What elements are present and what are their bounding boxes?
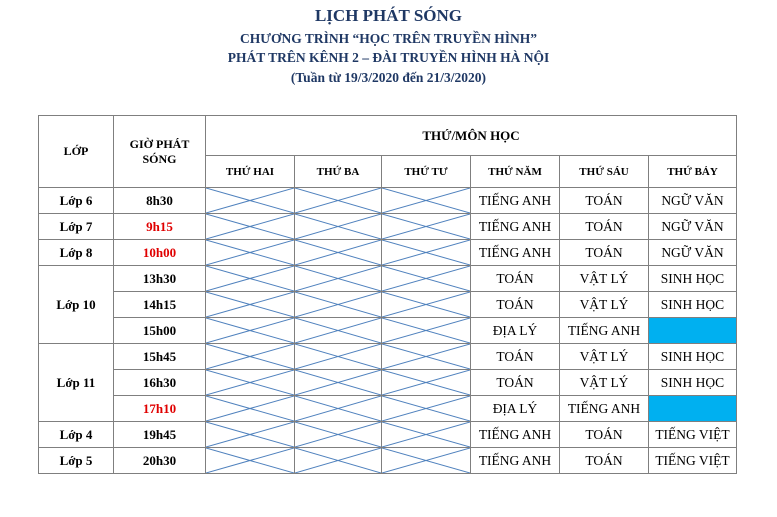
header-day-subject: THỨ/MÔN HỌC xyxy=(206,116,737,156)
subject-cell-thu-sau: TIẾNG ANH xyxy=(560,396,649,422)
subject-cell-thu-nam: TIẾNG ANH xyxy=(471,240,560,266)
no-broadcast-cell xyxy=(382,266,471,292)
no-broadcast-cell xyxy=(295,266,382,292)
subject-cell-thu-sau: VẬT LÝ xyxy=(560,344,649,370)
week-range: (Tuần từ 19/3/2020 đến 21/3/2020) xyxy=(290,70,487,85)
cross-lines xyxy=(382,318,470,343)
cross-lines xyxy=(206,188,294,213)
time-cell: 19h45 xyxy=(114,422,206,448)
subject-cell-thu-nam: TOÁN xyxy=(471,266,560,292)
day-sat: THỨ BẢY xyxy=(649,156,737,188)
subject-cell-thu-nam: TIẾNG ANH xyxy=(471,214,560,240)
cross-lines xyxy=(206,396,294,421)
no-broadcast-cell xyxy=(295,318,382,344)
subject-cell-thu-bay xyxy=(649,318,737,344)
subject-cell-thu-sau: TOÁN xyxy=(560,240,649,266)
no-broadcast-cell xyxy=(295,448,382,474)
subject-cell-thu-bay: NGỮ VĂN xyxy=(649,214,737,240)
cross-lines xyxy=(206,292,294,317)
cross-lines xyxy=(206,240,294,265)
no-broadcast-cell xyxy=(206,344,295,370)
day-thu: THỨ NĂM xyxy=(471,156,560,188)
time-cell: 10h00 xyxy=(114,240,206,266)
subject-cell-thu-bay: SINH HỌC xyxy=(649,344,737,370)
class-cell: Lớp 10 xyxy=(39,266,114,344)
cross-lines xyxy=(295,448,381,473)
cross-lines xyxy=(206,422,294,447)
table-row xyxy=(39,318,737,344)
no-broadcast-cell xyxy=(382,396,471,422)
time-cell: 8h30 xyxy=(114,188,206,214)
subject-cell-thu-sau: VẬT LÝ xyxy=(560,266,649,292)
subject-cell-thu-bay: TIẾNG VIỆT xyxy=(649,422,737,448)
subject-cell-thu-bay: SINH HỌC xyxy=(649,370,737,396)
no-broadcast-cell xyxy=(295,188,382,214)
cross-lines xyxy=(295,292,381,317)
cross-lines xyxy=(295,240,381,265)
table-row xyxy=(39,422,737,448)
subject-cell-thu-nam: ĐỊA LÝ xyxy=(471,396,560,422)
time-cell: 16h30 xyxy=(114,370,206,396)
no-broadcast-cell xyxy=(382,448,471,474)
cross-lines xyxy=(382,188,470,213)
cross-lines xyxy=(295,344,381,369)
cross-lines xyxy=(206,448,294,473)
no-broadcast-cell xyxy=(382,370,471,396)
subject-cell-thu-bay: NGỮ VĂN xyxy=(649,188,737,214)
no-broadcast-cell xyxy=(382,188,471,214)
subject-cell-thu-sau: VẬT LÝ xyxy=(560,370,649,396)
subject-cell-thu-nam: TIẾNG ANH xyxy=(471,188,560,214)
subject-cell-thu-sau: TOÁN xyxy=(560,188,649,214)
no-broadcast-cell xyxy=(206,214,295,240)
cross-lines xyxy=(206,370,294,395)
no-broadcast-cell xyxy=(295,422,382,448)
subject-cell-thu-bay: SINH HỌC xyxy=(649,266,737,292)
cross-lines xyxy=(382,266,470,291)
subject-cell-thu-nam: ĐỊA LÝ xyxy=(471,318,560,344)
day-mon: THỨ HAI xyxy=(206,156,295,188)
subject-cell-thu-sau: VẬT LÝ xyxy=(560,292,649,318)
class-cell: Lớp 8 xyxy=(39,240,114,266)
table-row xyxy=(39,214,737,240)
table-row xyxy=(39,448,737,474)
no-broadcast-cell xyxy=(382,214,471,240)
table-row xyxy=(39,292,737,318)
subject-cell-thu-nam: TOÁN xyxy=(471,370,560,396)
time-cell: 13h30 xyxy=(114,266,206,292)
table-row xyxy=(39,344,737,370)
time-cell: 9h15 xyxy=(114,214,206,240)
cross-lines xyxy=(382,422,470,447)
no-broadcast-cell xyxy=(295,370,382,396)
no-broadcast-cell xyxy=(295,396,382,422)
subject-cell-thu-nam: TIẾNG ANH xyxy=(471,448,560,474)
no-broadcast-cell xyxy=(206,266,295,292)
day-tue: THỨ BA xyxy=(295,156,382,188)
class-cell: Lớp 4 xyxy=(39,422,114,448)
day-wed: THỨ TƯ xyxy=(382,156,471,188)
cross-lines xyxy=(382,370,470,395)
subject-cell-thu-bay: TIẾNG VIỆT xyxy=(649,448,737,474)
no-broadcast-cell xyxy=(206,448,295,474)
subject-cell-thu-sau: TOÁN xyxy=(560,422,649,448)
cross-lines xyxy=(295,318,381,343)
no-broadcast-cell xyxy=(382,344,471,370)
subject-cell-thu-sau: TOÁN xyxy=(560,214,649,240)
time-cell: 20h30 xyxy=(114,448,206,474)
cross-lines xyxy=(382,240,470,265)
no-broadcast-cell xyxy=(206,370,295,396)
subject-cell-thu-bay: NGỮ VĂN xyxy=(649,240,737,266)
table-row xyxy=(39,396,737,422)
time-cell: 15h00 xyxy=(114,318,206,344)
subject-cell-thu-bay xyxy=(649,396,737,422)
no-broadcast-cell xyxy=(382,318,471,344)
day-fri: THỨ SÁU xyxy=(560,156,649,188)
no-broadcast-cell xyxy=(206,240,295,266)
cross-lines xyxy=(206,344,294,369)
table-row xyxy=(39,370,737,396)
class-cell: Lớp 11 xyxy=(39,344,114,422)
subject-cell-thu-sau: TOÁN xyxy=(560,448,649,474)
channel-subtitle: PHÁT TRÊN KÊNH 2 – ĐÀI TRUYỀN HÌNH HÀ NỘI xyxy=(227,50,550,65)
no-broadcast-cell xyxy=(382,240,471,266)
time-cell: 14h15 xyxy=(114,292,206,318)
no-broadcast-cell xyxy=(295,214,382,240)
cross-lines xyxy=(382,292,470,317)
no-broadcast-cell xyxy=(206,292,295,318)
subject-cell-thu-nam: TOÁN xyxy=(471,344,560,370)
table-row xyxy=(39,266,737,292)
cross-lines xyxy=(295,370,381,395)
no-broadcast-cell xyxy=(295,344,382,370)
cross-lines xyxy=(295,214,381,239)
cross-lines xyxy=(206,214,294,239)
header-time: GIỜ PHÁT SÓNG xyxy=(114,116,206,188)
cross-lines xyxy=(382,448,470,473)
subject-cell-thu-sau: TIẾNG ANH xyxy=(560,318,649,344)
no-broadcast-cell xyxy=(382,292,471,318)
class-cell: Lớp 7 xyxy=(39,214,114,240)
table-row xyxy=(39,188,737,214)
no-broadcast-cell xyxy=(206,422,295,448)
schedule-title: LỊCH PHÁT SÓNG xyxy=(314,6,463,25)
cross-lines xyxy=(382,344,470,369)
table-row xyxy=(39,240,737,266)
cross-lines xyxy=(382,214,470,239)
no-broadcast-cell xyxy=(295,292,382,318)
time-cell: 17h10 xyxy=(114,396,206,422)
no-broadcast-cell xyxy=(295,240,382,266)
cross-lines xyxy=(206,266,294,291)
no-broadcast-cell xyxy=(206,188,295,214)
subject-cell-thu-bay: SINH HỌC xyxy=(649,292,737,318)
cross-lines xyxy=(295,188,381,213)
cross-lines xyxy=(206,318,294,343)
subject-cell-thu-nam: TOÁN xyxy=(471,292,560,318)
no-broadcast-cell xyxy=(382,422,471,448)
cross-lines xyxy=(295,422,381,447)
program-subtitle: CHƯƠNG TRÌNH “HỌC TRÊN TRUYỀN HÌNH” xyxy=(240,31,537,46)
class-cell: Lớp 5 xyxy=(39,448,114,474)
class-cell: Lớp 6 xyxy=(39,188,114,214)
cross-lines xyxy=(295,396,381,421)
time-cell: 15h45 xyxy=(114,344,206,370)
subject-cell-thu-nam: TIẾNG ANH xyxy=(471,422,560,448)
no-broadcast-cell xyxy=(206,318,295,344)
header-class: LỚP xyxy=(39,116,114,188)
cross-lines xyxy=(295,266,381,291)
cross-lines xyxy=(382,396,470,421)
no-broadcast-cell xyxy=(206,396,295,422)
broadcast-schedule-table xyxy=(38,115,737,474)
